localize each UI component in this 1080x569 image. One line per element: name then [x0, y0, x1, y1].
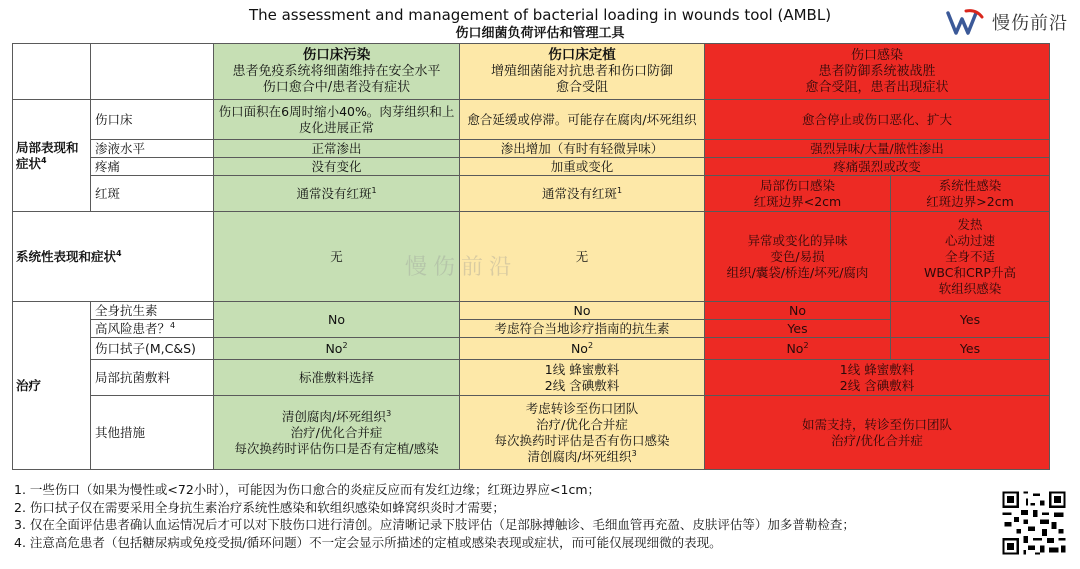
footnote-2: 2. 伤口拭子仅在需要采用全身抗生素治疗系统性感染和软组织感染如蜂窝织炎时才需要；: [14, 499, 505, 515]
header-empty-2: [91, 44, 214, 100]
cell-swab-green: No$^2$: [214, 338, 460, 360]
cell-pain-yellow: 加重或变化: [460, 158, 705, 176]
cell-exudate-green: 正常渗出: [214, 140, 460, 158]
cell-erythema-green: 通常没有红斑$^1$: [214, 176, 460, 212]
header-row: [13, 44, 1050, 100]
row-topical: [13, 360, 1050, 396]
cell-antibiotics-local: No: [705, 302, 891, 320]
cell-exudate-yellow: 渗出增加（有时有轻微异味）: [460, 140, 705, 158]
row-other: [13, 396, 1050, 470]
cell-swab-systemic: Yes: [891, 338, 1050, 360]
cell-antibiotics-green: No: [214, 302, 460, 338]
cell-pain-red: 疼痛强烈或改变: [705, 158, 1050, 176]
label-topical: 局部抗菌敷料: [91, 360, 214, 396]
cell-topical-green: 标准敷料选择: [214, 360, 460, 396]
cell-topical-yellow: 1线 蜂蜜敷料 2线 含碘敷料: [460, 360, 705, 396]
cell-systemic-systemic: 发热 心动过速 全身不适 WBC和CRP升高 软组织感染: [891, 212, 1050, 302]
label-swab: 伤口拭子(M,C&S): [91, 338, 214, 360]
cell-antibiotics-systemic: Yes: [891, 302, 1050, 338]
cell-wound-bed-green: 伤口面积在6周时缩小40%。肉芽组织和上皮化进展正常: [214, 100, 460, 140]
label-other: 其他措施: [91, 396, 214, 470]
cell-wound-bed-yellow: 愈合延缓或停滞。可能存在腐肉/坏死组织: [460, 100, 705, 140]
cell-swab-local: No$^2$: [705, 338, 891, 360]
row-pain: [13, 158, 1050, 176]
cell-high-risk-yellow: 考虑符合当地诊疗指南的抗生素: [460, 320, 705, 338]
cell-erythema-systemic: 系统性感染 红斑边界>2cm: [891, 176, 1050, 212]
cell-other-yellow: 考虑转诊至伤口团队 治疗/优化合并症 每次换药时评估是否有伤口感染 清创腐肉/坏死组织$^3$: [460, 396, 705, 470]
category-systemic: 系统性表现和症状$^4$: [13, 212, 214, 302]
row-wound-bed: [13, 100, 1050, 140]
label-erythema: 红斑: [91, 176, 214, 212]
category-local: 局部表现和症状$^4$: [13, 100, 91, 212]
title-english: The assessment and management of bacterial loading in wounds tool (AMBL): [248, 6, 832, 24]
cell-wound-bed-red: 愈合停止或伤口恶化、扩大: [705, 100, 1050, 140]
row-systemic: [13, 212, 1050, 302]
cell-erythema-local: 局部伤口感染 红斑边界<2cm: [705, 176, 891, 212]
label-exudate: 渗液水平: [91, 140, 214, 158]
label-antibiotics: 全身抗生素: [91, 302, 214, 320]
ambl-table: [12, 43, 1050, 470]
cell-other-red: 如需支持，转诊至伤口团队 治疗/优化合并症: [705, 396, 1050, 470]
header-colonisation: 伤口床定植 增殖细菌能对抗患者和伤口防御 愈合受阻: [460, 44, 705, 100]
header-infection: 伤口感染 患者防御系统被战胜 愈合受阻，患者出现症状: [705, 44, 1050, 100]
row-exudate: [13, 140, 1050, 158]
cell-antibiotics-yellow: No: [460, 302, 705, 320]
footnote-3: 3. 仅在全面评估患者确认血运情况后才可以对下肢伤口进行清创。应清晰记录下肢评估（足部脉搏触诊、毛细血管再充盈、皮肤评估等）加多普勒检查；: [14, 517, 855, 532]
cell-systemic-green: 无: [214, 212, 460, 302]
cell-systemic-yellow: 无: [460, 212, 705, 302]
row-antibiotics: [13, 302, 1050, 320]
header-empty-1: [13, 44, 91, 100]
footnotes: [14, 481, 989, 551]
row-swab: [13, 338, 1050, 360]
logo-text: 慢伤前沿: [992, 13, 1068, 34]
cell-high-risk-local: Yes: [705, 320, 891, 338]
watermark: 慢伤前沿: [405, 255, 518, 280]
cell-erythema-yellow: 通常没有红斑$^1$: [460, 176, 705, 212]
label-wound-bed: 伤口床: [91, 100, 214, 140]
row-erythema: [13, 176, 1050, 212]
label-pain: 疼痛: [91, 158, 214, 176]
cell-exudate-red: 强烈异味/大量/脓性渗出: [705, 140, 1050, 158]
logo-mark-icon: [946, 7, 986, 37]
qr-code-icon: [1000, 489, 1068, 557]
cell-topical-red: 1线 蜂蜜敷料 2线 含碘敷料: [705, 360, 1050, 396]
header-contamination: 伤口床污染 患者免疫系统将细菌维持在安全水平 伤口愈合中/患者没有症状: [214, 44, 460, 100]
footnote-1: 1. 一些伤口（如果为慢性或<72小时），可能因为伤口愈合的炎症反应而有发红边缘；红斑边界应<1cm；: [14, 482, 601, 497]
cell-pain-green: 没有变化: [214, 158, 460, 176]
cell-other-green: 清创腐肉/坏死组织$^3$ 治疗/优化合并症 每次换药时评估伤口是否有定植/感染: [214, 396, 460, 470]
label-high-risk: 高风险患者？$^4$: [91, 320, 214, 338]
title-chinese: 伤口细菌负荷评估和管理工具: [455, 26, 625, 41]
cell-systemic-local: 异常或变化的异味 变色/易损 组织/囊袋/桥连/坏死/腐肉: [705, 212, 891, 302]
category-treatment: 治疗: [13, 302, 91, 470]
footnote-4: 4. 注意高危患者（包括糖尿病或免疫受损/循环问题）不一定会显示所描述的定植或感染表现或症状，而可能仅展现细微的表现。: [14, 534, 722, 550]
cell-swab-yellow: No$^2$: [460, 338, 705, 360]
logo: [946, 4, 1068, 40]
